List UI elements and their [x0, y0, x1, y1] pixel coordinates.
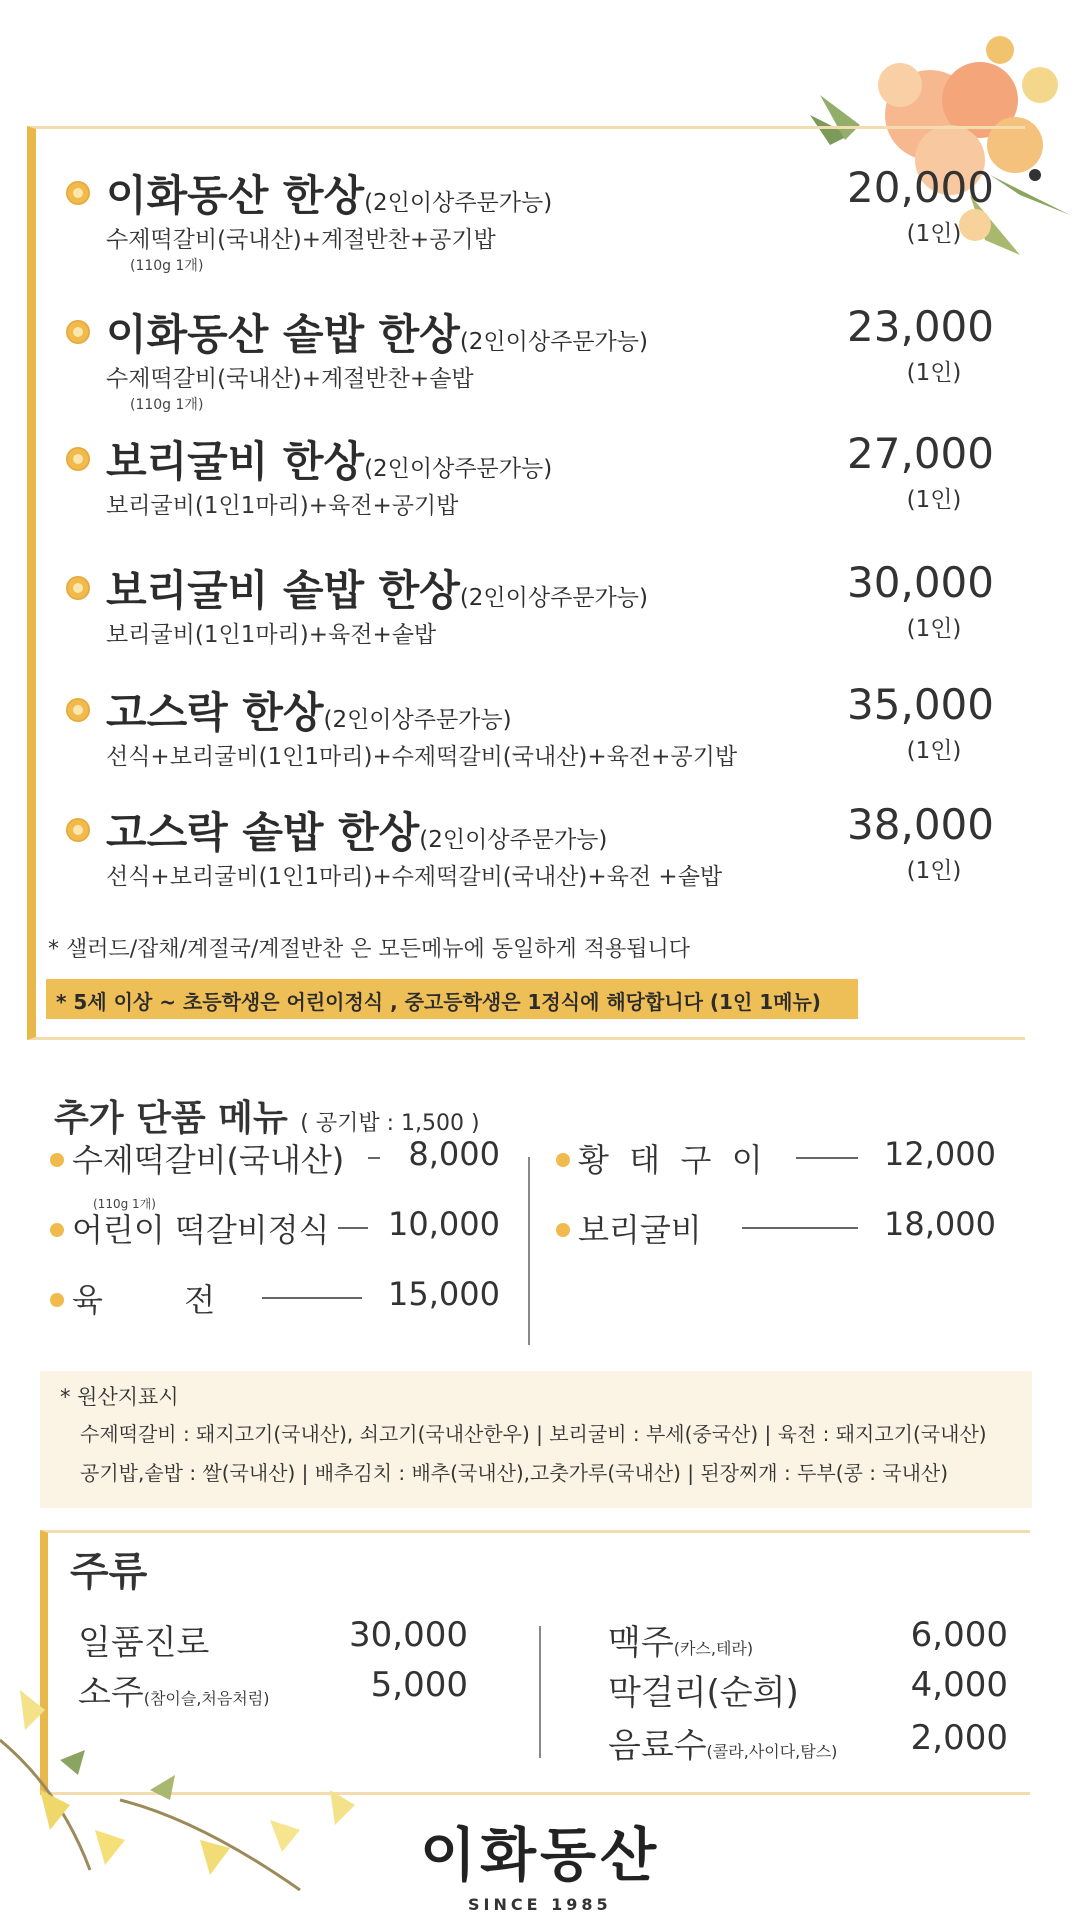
item-note: (2인이상주문가능): [419, 827, 608, 853]
extra-item: [50, 1205, 500, 1255]
origin-line: 공기밥,솥밥 : 쌀(국내산) | 배추김치 : 배추(국내산),고춧가루(국내산) | 된장찌개 : 두부(콩 : 국내산): [80, 1461, 949, 1485]
leader-line: [796, 1157, 858, 1159]
salad-note: * 샐러드/잡채/계절국/계절반찬 은 모든메뉴에 동일하게 적용됩니다: [48, 937, 691, 962]
item-note: (2인이상주문가능): [459, 585, 648, 611]
menu-item: [66, 680, 1036, 800]
item-description: 선식+보리굴비(1인1마리)+수제떡갈비(국내산)+육전 +솥밥: [106, 864, 723, 890]
menu-item: [66, 800, 1036, 920]
item-note: (2인이상주문가능): [364, 456, 553, 482]
extra-item-price: 18,000: [884, 1205, 996, 1243]
extra-item-sub-note: (110g 1개): [93, 1197, 156, 1211]
item-per-person: (1인): [906, 858, 962, 884]
bullet-icon: [66, 576, 90, 600]
item-title: 보리굴비 솥밥 한상: [106, 566, 460, 615]
drink-note: (참이슬,처음처럼): [143, 1689, 270, 1708]
bullet-icon: [50, 1153, 64, 1167]
leader-line: [742, 1227, 858, 1229]
bullet-icon: [66, 320, 90, 344]
rice-price-note: ( 공기밥 : 1,500 ): [300, 1111, 480, 1136]
drink-note: (카스,테라): [673, 1639, 754, 1658]
bullet-icon: [66, 447, 90, 471]
bullet-icon: [66, 698, 90, 722]
drink-price: 6,000: [910, 1615, 1008, 1655]
drink-note: (콜라,사이다,탐스): [706, 1742, 838, 1761]
item-note: (2인이상주문가능): [459, 329, 648, 355]
leader-line: [368, 1157, 380, 1159]
drink-price: 5,000: [370, 1665, 468, 1705]
menu-item: [66, 429, 1036, 549]
extra-item: [556, 1135, 996, 1185]
bullet-icon: [66, 818, 90, 842]
extra-menu-title: [54, 1090, 480, 1141]
item-title: 이화동산 한상: [106, 171, 365, 220]
flower-decoration-bottom: [0, 1590, 420, 1895]
drink-label: 소주: [78, 1673, 144, 1713]
extra-menu-heading: 추가 단품 메뉴: [54, 1098, 288, 1139]
menu-item: [66, 302, 1036, 422]
item-per-person: (1인): [906, 487, 962, 513]
item-per-person: (1인): [906, 738, 962, 764]
extra-item-name: 수제떡갈비(국내산): [72, 1141, 345, 1179]
drink-label: 음료수: [608, 1726, 707, 1766]
item-price: 38,000: [847, 800, 994, 849]
item-per-person: (1인): [906, 360, 962, 386]
drink-name: [608, 1665, 799, 1714]
leader-line: [262, 1297, 362, 1299]
drink-label: 막걸리(순희): [608, 1673, 799, 1713]
drink-label: 맥주: [608, 1623, 674, 1663]
item-price: 27,000: [847, 429, 994, 478]
menu-item: [66, 558, 1036, 678]
extra-item: [50, 1135, 500, 1185]
item-title: 고스락 솥밥 한상: [106, 808, 420, 857]
drink-price: 2,000: [910, 1718, 1008, 1758]
extra-item: [50, 1275, 500, 1325]
restaurant-logo: 이화동산: [420, 1821, 661, 1889]
bullet-icon: [50, 1293, 64, 1307]
item-description: 수제떡갈비(국내산)+계절반찬+솥밥: [106, 366, 474, 392]
item-description: 보리굴비(1인1마리)+육전+솥밥: [106, 622, 437, 648]
menu-item: [66, 163, 1036, 283]
age-policy-banner: [46, 979, 858, 1019]
extra-item: [556, 1205, 996, 1255]
extra-item-price: 10,000: [388, 1205, 500, 1243]
item-title: 보리굴비 한상: [106, 437, 365, 486]
age-policy-text: * 5세 이상 ~ 초등학생은 어린이정식 , 중고등학생은 1정식에 해당합니다 (1인 1메뉴): [56, 990, 821, 1014]
drink-price: 4,000: [910, 1665, 1008, 1705]
drinks-title: 주류: [70, 1549, 148, 1595]
drink-price: 30,000: [349, 1615, 468, 1655]
item-title: 이화동산 솥밥 한상: [106, 310, 460, 359]
item-sub-note: (110g 1개): [130, 258, 204, 274]
column-divider: [539, 1626, 541, 1758]
item-sub-note: (110g 1개): [130, 397, 204, 413]
drink-label: 일품진로: [78, 1623, 210, 1663]
item-note: (2인이상주문가능): [364, 190, 553, 216]
extra-item-name: 황 태 구 이: [578, 1141, 763, 1179]
bullet-icon: [556, 1153, 570, 1167]
bullet-icon: [556, 1223, 570, 1237]
column-divider: [528, 1157, 530, 1345]
drink-name: [608, 1615, 753, 1664]
item-price: 35,000: [847, 680, 994, 729]
item-price: 23,000: [847, 302, 994, 351]
since-label: SINCE 1985: [468, 1895, 612, 1914]
extra-item-price: 8,000: [408, 1135, 500, 1173]
item-per-person: (1인): [906, 221, 962, 247]
extra-item-price: 15,000: [388, 1275, 500, 1313]
extra-item-name: 보리굴비: [578, 1211, 702, 1249]
drink-name: [608, 1718, 837, 1767]
leader-line: [338, 1227, 368, 1229]
item-description: 선식+보리굴비(1인1마리)+수제떡갈비(국내산)+육전+공기밥: [106, 744, 738, 770]
origin-line: 수제떡갈비 : 돼지고기(국내산), 쇠고기(국내산한우) | 보리굴비 : 부세(중국산) | 육전 : 돼지고기(국내산): [80, 1422, 987, 1446]
extra-item-price: 12,000: [884, 1135, 996, 1173]
item-description: 보리굴비(1인1마리)+육전+공기밥: [106, 493, 459, 519]
item-per-person: (1인): [906, 616, 962, 642]
bullet-icon: [66, 181, 90, 205]
bullet-icon: [50, 1223, 64, 1237]
item-title: 고스락 한상: [106, 688, 324, 737]
item-price: 20,000: [847, 163, 994, 212]
origin-title: * 원산지표시: [60, 1385, 179, 1409]
item-description: 수제떡갈비(국내산)+계절반찬+공기밥: [106, 227, 496, 253]
item-price: 30,000: [847, 558, 994, 607]
extra-item-name: 어린이 떡갈비정식: [72, 1211, 330, 1249]
extra-item-name: 육 전: [72, 1281, 216, 1319]
item-note: (2인이상주문가능): [323, 707, 512, 733]
